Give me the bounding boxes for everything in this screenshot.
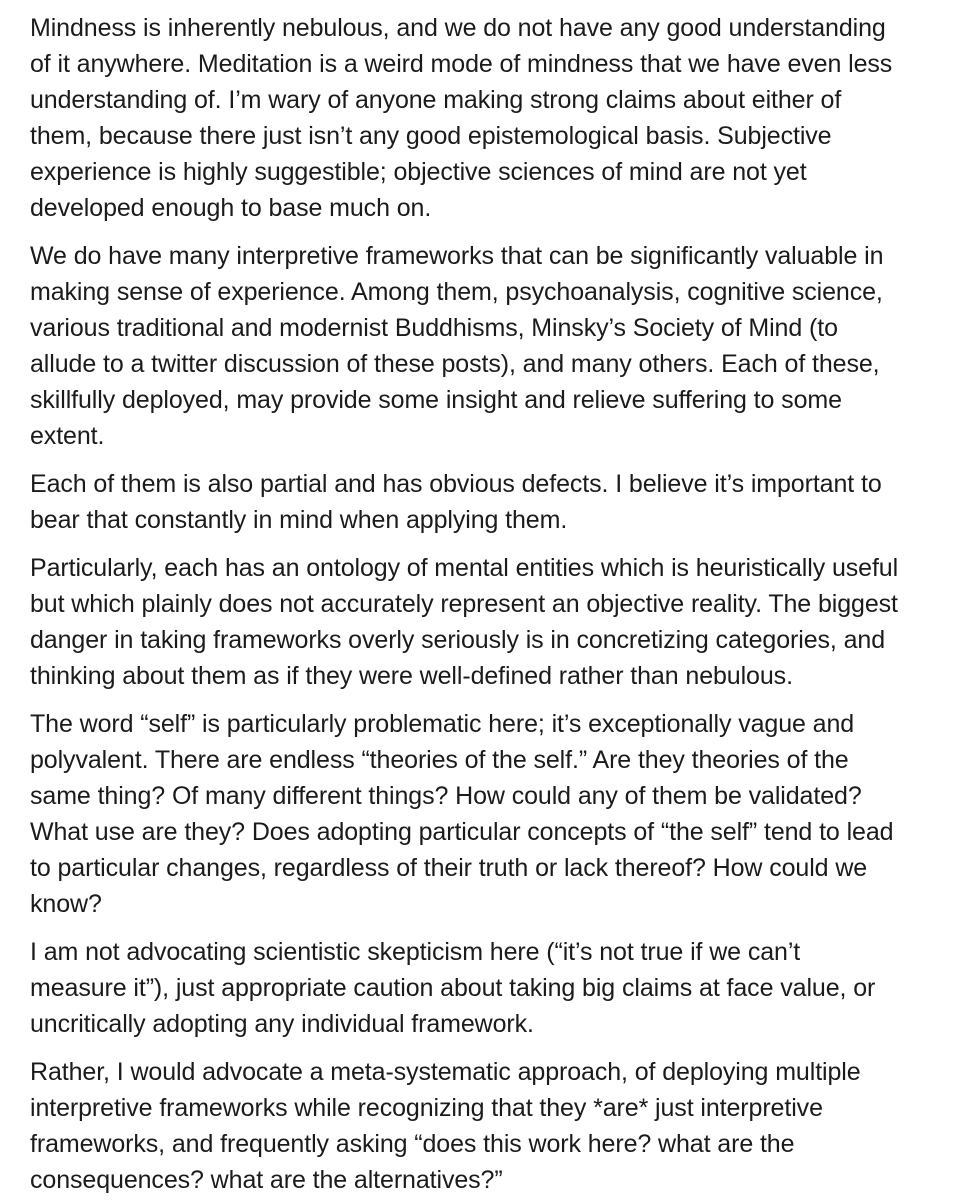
text-line: various traditional and modernist Buddhisms, Minsky’s Society of Mind (to <box>30 314 838 342</box>
text-line: to particular changes, regardless of their truth or lack thereof? How could we <box>30 854 868 882</box>
text-line: measure it”), just appropriate caution about taking big claims at face value, or <box>30 974 876 1002</box>
text-line: extent. <box>30 422 105 450</box>
text-line: consequences? what are the alternatives?” <box>30 1166 503 1194</box>
text-line: We do have many interpretive frameworks that can be significantly valuable in <box>30 242 884 270</box>
text-line: them, because there just isn’t any good epistemological basis. Subjective <box>30 122 832 150</box>
text-line: danger in taking frameworks overly seriously is in concretizing categories, and <box>30 626 886 654</box>
text-line: Each of them is also partial and has obvious defects. I believe it’s important to <box>30 470 882 498</box>
text-line: polyvalent. There are endless “theories of the self.” Are they theories of the <box>30 746 849 774</box>
text-line: know? <box>30 890 102 918</box>
text-line: frameworks, and frequently asking “does this work here? what are the <box>30 1130 795 1158</box>
text-line: uncritically adopting any individual framework. <box>30 1010 534 1038</box>
text-line: bear that constantly in mind when applying them. <box>30 506 568 534</box>
paragraph <box>30 466 942 538</box>
paragraph <box>30 934 942 1042</box>
paragraph <box>30 1054 942 1198</box>
text-line: What use are they? Does adopting particular concepts of “the self” tend to lead <box>30 818 894 846</box>
text-line: interpretive frameworks while recognizing that they *are* just interpretive <box>30 1094 823 1122</box>
paragraph <box>30 10 942 226</box>
text-line: but which plainly does not accurately represent an objective reality. The biggest <box>30 590 898 618</box>
text-line: developed enough to base much on. <box>30 194 432 222</box>
text-line: Rather, I would advocate a meta-systematic approach, of deploying multiple <box>30 1058 861 1086</box>
text-line: Mindness is inherently nebulous, and we do not have any good understanding <box>30 14 886 42</box>
paragraph <box>30 706 942 922</box>
text-line: of it anywhere. Meditation is a weird mode of mindness that we have even less <box>30 50 893 78</box>
paragraph <box>30 238 942 454</box>
text-line: making sense of experience. Among them, psychoanalysis, cognitive science, <box>30 278 883 306</box>
text-line: Particularly, each has an ontology of mental entities which is heuristically useful <box>30 554 899 582</box>
text-line: allude to a twitter discussion of these posts), and many others. Each of these, <box>30 350 880 378</box>
text-line: same thing? Of many different things? How could any of them be validated? <box>30 782 862 810</box>
paragraph <box>30 550 942 694</box>
text-line: understanding of. I’m wary of anyone making strong claims about either of <box>30 86 842 114</box>
text-line: thinking about them as if they were well-defined rather than nebulous. <box>30 662 793 690</box>
text-line: experience is highly suggestible; objective sciences of mind are not yet <box>30 158 807 186</box>
text-line: skillfully deployed, may provide some insight and relieve suffering to some <box>30 386 842 414</box>
text-line: I am not advocating scientistic skepticism here (“it’s not true if we can’t <box>30 938 801 966</box>
text-line: The word “self” is particularly problematic here; it’s exceptionally vague and <box>30 710 855 738</box>
